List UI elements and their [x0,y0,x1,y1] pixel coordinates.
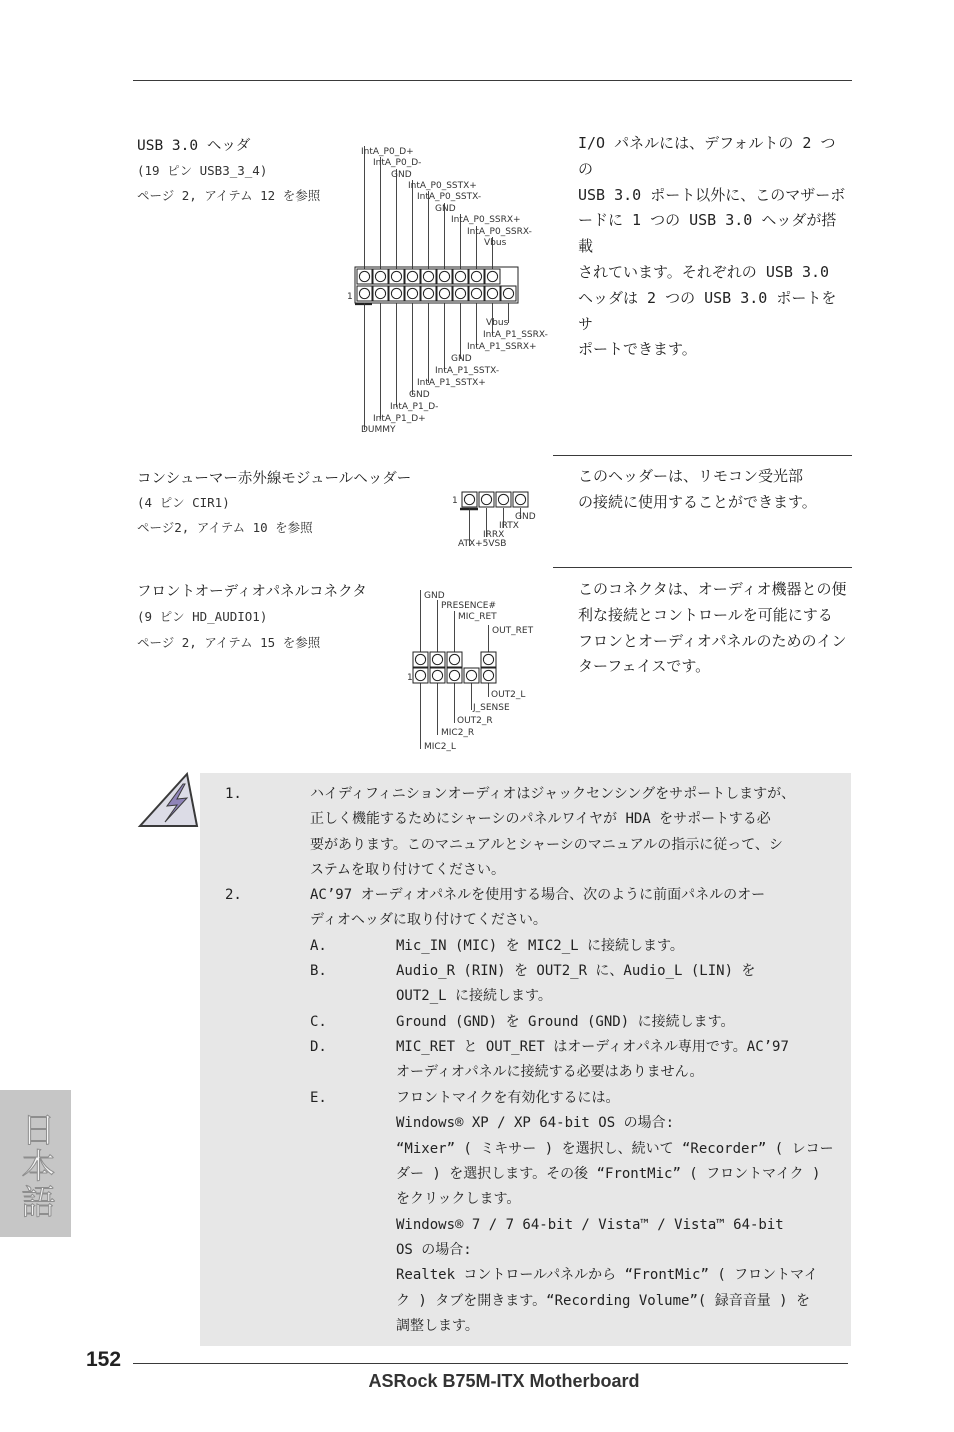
hd-audio-header-pinout-diagram [400,586,545,754]
connector-pin [389,269,404,284]
connector-pin [453,269,468,284]
pin-label: IntA_P1_SSRX+ [467,342,537,352]
pin1-marker: 1 [347,292,353,302]
note-item-text: ハイディフィニションオーディオはジャックセンシングをサポートしますが、 正しく機能するためにシャーシのパネルワイヤが HDA をサポートする必 要があります。このマニュアルとシャーシのマニュアルの指示に従って、シ ステムを取り付けてください。 [310,786,796,879]
connector-pin [373,286,388,301]
footer-rule [133,1363,848,1364]
pin-label: IntA_P0_SSTX+ [408,181,477,191]
note-subitem-marker: A. [310,938,327,954]
audio-header-title: フロントオーディオパネルコネクタ [137,584,367,600]
pin-label: Vbus [484,238,507,248]
usb-header-pins: (19 ピン USB3_3_4) [137,163,268,178]
pin-label: Vbus [486,318,509,328]
pin-label: IntA_P0_SSRX+ [451,215,521,225]
pin-label: MIC_RET [458,612,497,622]
section-divider [553,567,852,568]
usb-header-ref: ページ 2, アイテム 12 を参照 [137,188,321,203]
connector-pin [421,269,436,284]
pin-label: MIC2_L [424,742,456,752]
cir-header-description: このヘッダーは、リモコン受光部 の接続に使用することができます。 [578,467,817,511]
note-subitem-text: フロントマイクを有効化するには。 Windows® XP / XP 64-bit OS の場合: “Mixer” ( ミキサー ) を選択し、続いて “Recorder” ( レコー ダー ) を選択します。その後 “FrontMic” ( フロントマイク ) をクリックします。 Windows® 7 / 7 64-bit / Vista™ / Vista™ 64-bit OS の場合: Realtek コントロールパネルから “FrontMic” ( フロントマイ ク ) タブを開きます。“Recording Volume”( 録音音量 ) を 調整します。 [396,1090,834,1335]
pin-label: IntA_P1_D- [390,402,439,412]
page-number: 152 [86,1348,122,1371]
connector-pin [447,668,462,683]
pin-label: OUT_RET [492,626,534,636]
connector-pin [421,286,436,301]
audio-header-description: このコネクタは、オーディオ機器との便 利な接続とコントロールを可能にする フロンとオーディオパネルのためのイン ターフェイスです。 [578,580,847,676]
connector-pin [437,269,452,284]
note-item-marker: 1. [225,786,242,802]
note-subitem-text: MIC_RET と OUT_RET はオーディオパネル専用です。AC’97 オーディオパネルに接続する必要はありません。 [396,1039,789,1081]
pin-label: IntA_P0_SSRX- [467,227,532,237]
language-tab-label: 日本語 [15,1112,55,1220]
connector-pin [357,269,372,284]
connector-pin [481,652,496,667]
connector-pin [513,492,528,507]
audio-header-pins: (9 ピン HD_AUDIO1) [137,609,268,624]
pin-label: MIC2_R [441,728,475,738]
pin-label: PRESENCE# [441,601,497,611]
connector-pin [405,286,420,301]
cir-header-title: コンシューマー赤外線モジュールヘッダー [137,471,412,487]
connector-pin [462,492,477,507]
section-divider [553,455,852,456]
pin-label: GND [515,512,536,522]
connector-pin [430,652,445,667]
note-item-marker: 2. [225,887,242,903]
language-tab [0,1090,71,1237]
connector-pin [496,492,511,507]
connector-pin [469,269,484,284]
connector-pin [481,668,496,683]
pin1-marker: 1 [452,496,458,506]
cir-header-pinout-diagram [448,486,548,548]
pin-label: GND [451,354,472,364]
connector-pin [430,668,445,683]
pin-label: ATX+5VSB [458,539,507,549]
pin-label: IntA_P0_D+ [361,147,414,157]
connector-pin [453,286,468,301]
pin-label: IntA_P0_D- [373,158,422,168]
connector-pin [405,269,420,284]
note-subitem-marker: E. [310,1090,327,1106]
pin-label: IntA_P1_SSTX+ [417,378,486,388]
connector-pin [479,492,494,507]
note-subitem-marker: C. [310,1014,327,1030]
connector-pin [501,286,516,301]
pin-label: OUT2_L [491,690,526,700]
connector-pin [413,652,428,667]
pin-label: GND [435,204,456,214]
cir-header-ref: ページ2, アイテム 10 を参照 [137,520,313,535]
connector-pin [357,286,372,301]
pin-label: GND [409,390,430,400]
pin-label: GND [424,591,445,601]
pin1-marker: 1 [407,673,413,683]
connector-pin [373,269,388,284]
note-subitem-text: Ground (GND) を Ground (GND) に接続します。 [396,1014,735,1030]
connector-pin [485,269,500,284]
pin-label: J_SENSE [473,703,510,713]
usb-header-title: USB 3.0 ヘッダ [137,138,251,154]
pin-label: GND [391,170,412,180]
pin-label: IntA_P1_D+ [373,414,426,424]
warning-lightning-icon [137,772,201,830]
note-subitem-marker: B. [310,963,327,979]
usb3-header-pinout-diagram [345,138,575,438]
pin-label: IntA_P1_SSTX- [435,366,500,376]
top-rule [133,80,852,81]
pin-label: IRTX [499,521,519,531]
cir-header-pins: (4 ピン CIR1) [137,495,230,510]
connector-pin [389,286,404,301]
audio-header-ref: ページ 2, アイテム 15 を参照 [137,635,321,650]
connector-pin [413,668,428,683]
connector-pin [485,286,500,301]
pin-label: IntA_P0_SSTX- [417,192,482,202]
footer-product-name: ASRock B75M-ITX Motherboard [368,1371,640,1391]
pin-label: OUT2_R [457,716,493,726]
connector-pin [437,286,452,301]
connector-pin [469,286,484,301]
note-subitem-text: Mic_IN (MIC) を MIC2_L に接続します。 [396,938,684,954]
connector-pin [447,652,462,667]
connector-pin [464,668,479,683]
note-item-text: AC’97 オーディオパネルを使用する場合、次のように前面パネルのオー ディオヘッダに取り付けてください。 [310,887,766,929]
pin-label: IRRX [483,530,505,540]
usb-header-description: I/O パネルには、デフォルトの 2 つの USB 3.0 ポート以外に、このマザーボ ードに 1 つの USB 3.0 ヘッダが搭載 されています。それぞれの USB 3.0 ヘッダは 2 つの USB 3.0 ポートをサ ポートできます。 [578,134,846,359]
note-subitem-marker: D. [310,1039,327,1055]
pin-label: DUMMY [361,425,396,435]
pin-label: IntA_P1_SSRX- [483,330,548,340]
note-box [200,773,851,1346]
note-subitem-text: Audio_R (RIN) を OUT2_R に、Audio_L (LIN) を OUT2_L に接続します。 [396,963,756,1005]
